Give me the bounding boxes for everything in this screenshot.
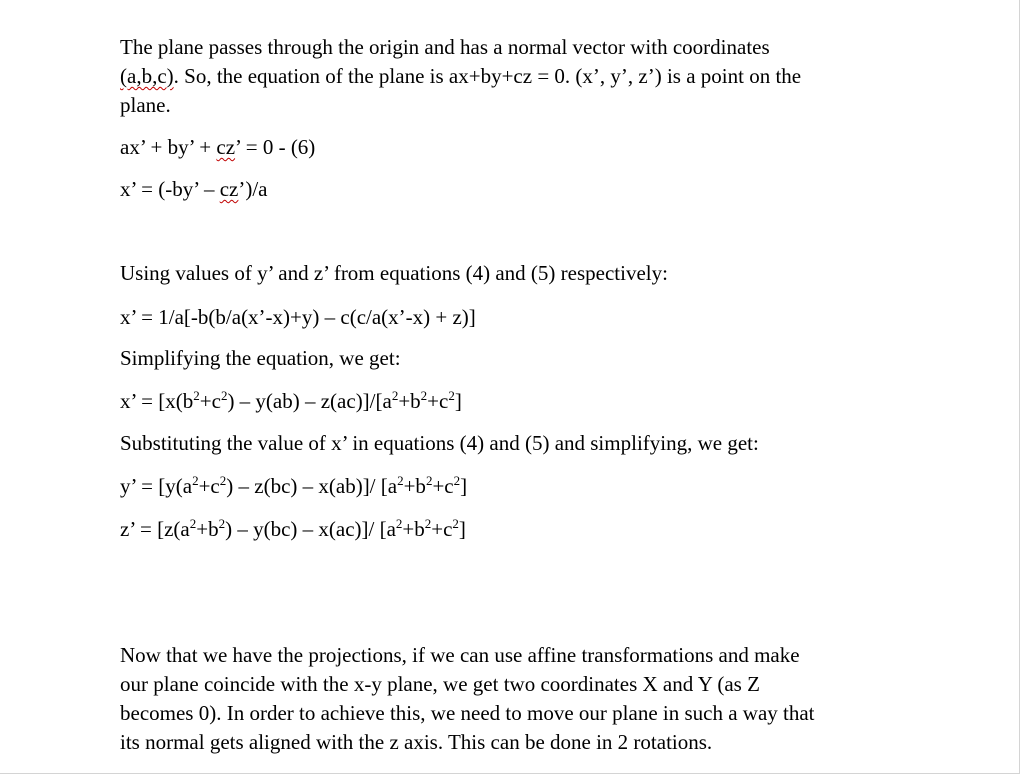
intro-line-2-text: . So, the equation of the plane is ax+by+cz = 0. (x’, y’, z’) is a point on the [173, 64, 802, 88]
simplifying-text: Simplifying the equation, we get: [120, 346, 401, 370]
equation-x-plane: x’ = (-by’ – cz’)/a [120, 177, 268, 201]
equation-y-final: y’ = $[y(a^2+c^2) - z(bc) - x(ab)]/$ $[a^2+b^2+c^2]$ [120, 473, 468, 498]
intro-line-2 [120, 62, 801, 91]
spellcheck-word[interactable]: cz [216, 135, 236, 159]
conclusion-line-4: its normal gets aligned with the z axis. This can be done in 2 rotations. [120, 730, 713, 754]
conclusion-line-3: becomes 0). In order to achieve this, we need to move our plane in such a way that [120, 701, 815, 725]
spellcheck-word[interactable]: (a,b,c) [120, 64, 174, 88]
using-values-text: Using values of y’ and z’ from equations (4) and (5) respectively: [120, 261, 668, 285]
substituting-text: Substituting the value of x’ in equations (4) and (5) and simplifying, we get: [120, 431, 759, 455]
equation-x-substituted: x’ = 1/a[-b(b/a(x’-x)+y) – c(c/a(x’-x) + z)] [120, 305, 476, 329]
conclusion-line-1: Now that we have the projections, if we can use affine transformations and make [120, 643, 800, 667]
equation-6: ax’ + by’ + cz’ = 0 - (6) [120, 135, 316, 159]
equation-z-final: z’ = $[z(a^2+b^2) - y(bc) - x(ac)]/$ $[a^2+b^2+c^2]$ [120, 516, 466, 541]
equation-x-final: x’ = $[x(b^2+c^2) - y(ab) - z(ac)]/[a^2+b^2+c^2]$ [120, 388, 462, 413]
intro-line-1: The plane passes through the origin and has a normal vector with coordinates [120, 35, 770, 59]
intro-line-3: plane. [120, 93, 171, 117]
spellcheck-word[interactable]: cz [219, 177, 239, 201]
conclusion-line-2: our plane coincide with the x-y plane, we get two coordinates X and Y (as Z [120, 672, 760, 696]
